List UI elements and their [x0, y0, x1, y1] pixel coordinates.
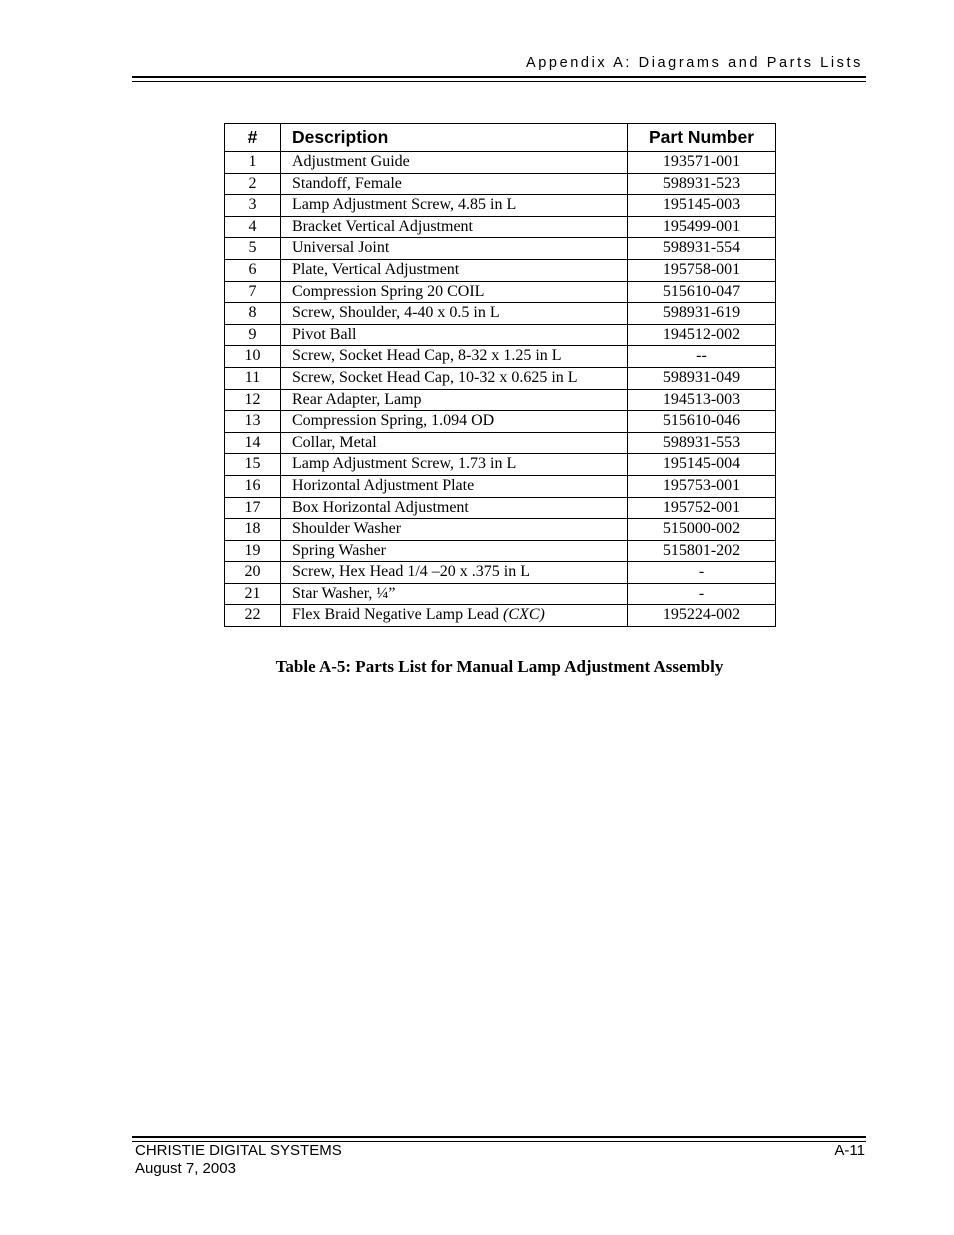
- cell-item-number: 16: [225, 475, 281, 497]
- cell-description: Lamp Adjustment Screw, 1.73 in L: [281, 454, 628, 476]
- cell-item-number: 7: [225, 281, 281, 303]
- cell-description: Screw, Socket Head Cap, 10-32 x 0.625 in L: [281, 367, 628, 389]
- cell-part-number: --: [628, 346, 776, 368]
- cell-item-number: 4: [225, 216, 281, 238]
- cell-item-number: 14: [225, 432, 281, 454]
- cell-description: Screw, Hex Head 1/4 –20 x .375 in L: [281, 562, 628, 584]
- cell-item-number: 12: [225, 389, 281, 411]
- table-row: [225, 367, 776, 389]
- cell-item-number: 21: [225, 583, 281, 605]
- table-row: [225, 238, 776, 260]
- cell-part-number: 195145-003: [628, 195, 776, 217]
- table-row: [225, 324, 776, 346]
- cell-part-number: 193571-001: [628, 152, 776, 174]
- table-row: [225, 497, 776, 519]
- description-italic-note: (CXC): [503, 606, 545, 624]
- cell-part-number: 195145-004: [628, 454, 776, 476]
- column-header-description: Description: [281, 124, 628, 152]
- cell-description: Plate, Vertical Adjustment: [281, 259, 628, 281]
- cell-part-number: 598931-553: [628, 432, 776, 454]
- footer-company: CHRISTIE DIGITAL SYSTEMS: [135, 1142, 342, 1159]
- table-row: [225, 195, 776, 217]
- cell-item-number: 3: [225, 195, 281, 217]
- cell-part-number: -: [628, 562, 776, 584]
- cell-item-number: 9: [225, 324, 281, 346]
- cell-item-number: 10: [225, 346, 281, 368]
- cell-part-number: 195224-002: [628, 605, 776, 627]
- cell-item-number: 1: [225, 152, 281, 174]
- cell-description: Shoulder Washer: [281, 519, 628, 541]
- table-body: [225, 152, 776, 627]
- cell-description: Box Horizontal Adjustment: [281, 497, 628, 519]
- cell-part-number: 194513-003: [628, 389, 776, 411]
- cell-item-number: 2: [225, 173, 281, 195]
- cell-part-number: 195499-001: [628, 216, 776, 238]
- cell-part-number: 598931-523: [628, 173, 776, 195]
- table-row: [225, 540, 776, 562]
- cell-description: Universal Joint: [281, 238, 628, 260]
- cell-description: [281, 605, 628, 627]
- cell-item-number: 6: [225, 259, 281, 281]
- cell-description: Compression Spring, 1.094 OD: [281, 411, 628, 433]
- cell-part-number: -: [628, 583, 776, 605]
- table-row: [225, 259, 776, 281]
- table-row: [225, 303, 776, 325]
- cell-description: Screw, Socket Head Cap, 8-32 x 1.25 in L: [281, 346, 628, 368]
- cell-description: Pivot Ball: [281, 324, 628, 346]
- cell-description: Collar, Metal: [281, 432, 628, 454]
- cell-item-number: 11: [225, 367, 281, 389]
- footer-date: August 7, 2003: [135, 1160, 236, 1177]
- cell-description: Lamp Adjustment Screw, 4.85 in L: [281, 195, 628, 217]
- cell-description: Adjustment Guide: [281, 152, 628, 174]
- cell-item-number: 17: [225, 497, 281, 519]
- cell-item-number: 22: [225, 605, 281, 627]
- table-row: [225, 605, 776, 627]
- table-header-row: [225, 124, 776, 152]
- cell-description: Spring Washer: [281, 540, 628, 562]
- table-row: [225, 346, 776, 368]
- cell-part-number: 515801-202: [628, 540, 776, 562]
- table-row: [225, 454, 776, 476]
- cell-description: Standoff, Female: [281, 173, 628, 195]
- table-caption: Table A-5: Parts List for Manual Lamp Adjustment Assembly: [275, 657, 724, 676]
- table-row: [225, 519, 776, 541]
- cell-part-number: 515610-047: [628, 281, 776, 303]
- cell-part-number: 195758-001: [628, 259, 776, 281]
- column-header-part-number: Part Number: [628, 124, 776, 152]
- cell-part-number: 598931-049: [628, 367, 776, 389]
- table-row: [225, 411, 776, 433]
- column-header-number: #: [225, 124, 281, 152]
- description-text: Flex Braid Negative Lamp Lead: [292, 606, 500, 624]
- table-row: [225, 562, 776, 584]
- cell-item-number: 15: [225, 454, 281, 476]
- parts-list-table: [224, 123, 776, 627]
- table-row: [225, 475, 776, 497]
- table-row: [225, 583, 776, 605]
- cell-part-number: 195753-001: [628, 475, 776, 497]
- cell-item-number: 19: [225, 540, 281, 562]
- cell-part-number: 515610-046: [628, 411, 776, 433]
- cell-description: Rear Adapter, Lamp: [281, 389, 628, 411]
- cell-part-number: 515000-002: [628, 519, 776, 541]
- cell-part-number: 598931-554: [628, 238, 776, 260]
- cell-description: Screw, Shoulder, 4-40 x 0.5 in L: [281, 303, 628, 325]
- footer-page-number: A-11: [834, 1142, 865, 1159]
- cell-part-number: 194512-002: [628, 324, 776, 346]
- cell-part-number: 598931-619: [628, 303, 776, 325]
- cell-description: Star Washer, ¼”: [281, 583, 628, 605]
- table-row: [225, 152, 776, 174]
- table-row: [225, 281, 776, 303]
- page-header-title: Appendix A: Diagrams and Parts Lists: [526, 55, 863, 71]
- table-row: [225, 389, 776, 411]
- cell-item-number: 5: [225, 238, 281, 260]
- header-divider: [132, 76, 866, 82]
- cell-item-number: 13: [225, 411, 281, 433]
- table-row: [225, 432, 776, 454]
- table-row: [225, 173, 776, 195]
- cell-part-number: 195752-001: [628, 497, 776, 519]
- cell-description: Compression Spring 20 COIL: [281, 281, 628, 303]
- cell-description: Bracket Vertical Adjustment: [281, 216, 628, 238]
- cell-item-number: 20: [225, 562, 281, 584]
- cell-description: Horizontal Adjustment Plate: [281, 475, 628, 497]
- table-row: [225, 216, 776, 238]
- cell-item-number: 18: [225, 519, 281, 541]
- cell-item-number: 8: [225, 303, 281, 325]
